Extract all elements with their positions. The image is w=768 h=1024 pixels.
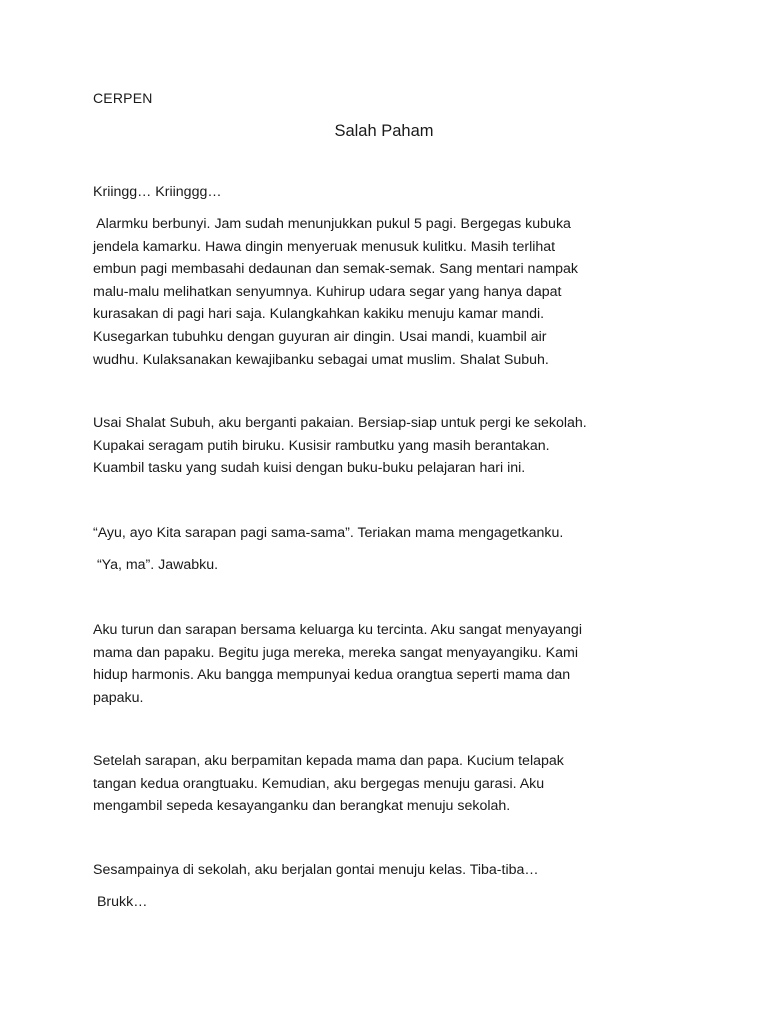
document-label: CERPEN (93, 90, 153, 106)
text-line: Alarmku berbunyi. Jam sudah menunjukkan pukul 5 pagi. Bergegas kubuka (93, 216, 571, 232)
text-line: embun pagi membasahi dedaunan dan semak-semak. Sang mentari nampak (93, 261, 579, 278)
text-line: Kuambil tasku yang sudah kuisi dengan buku-buku pelajaran hari ini. (93, 460, 526, 477)
document-title: Salah Paham (334, 122, 434, 140)
text-line: Aku turun dan sarapan bersama keluarga ku tercinta. Aku sangat menyayangi (93, 622, 582, 638)
text-line: Usai Shalat Subuh, aku berganti pakaian. Bersiap-siap untuk pergi ke sekolah. (93, 415, 587, 431)
paragraph-9 (93, 891, 693, 914)
text-line: Brukk… (93, 894, 148, 910)
text-line: wudhu. Kulaksanakan kewajibanku sebagai umat muslim. Shalat Subuh. (93, 351, 549, 368)
text-line: “Ayu, ayo Kita sarapan pagi sama-sama”. Teriakan mama mengagetkanku. (93, 525, 564, 541)
paragraph-7 (93, 750, 693, 818)
paragraph-5 (93, 554, 693, 577)
paragraph-1 (93, 181, 693, 204)
text-line: jendela kamarku. Hawa dingin menyeruak menusuk kulitku. Masih terlihat (93, 238, 556, 255)
text-line: mengambil sepeda kesayanganku dan berangkat menuju sekolah. (93, 798, 511, 815)
text-line: papaku. (93, 689, 144, 706)
text-line: Kusegarkan tubuhku dengan guyuran air dingin. Usai mandi, kuambil air (93, 328, 547, 345)
paragraph-4 (93, 522, 693, 545)
text-line: hidup harmonis. Aku bangga mempunyai kedua orangtua seperti mama dan (93, 667, 571, 684)
paragraph-3 (93, 412, 693, 480)
text-line: Kupakai seragam putih biruku. Kusisir rambutku yang masih berantakan. (93, 437, 550, 454)
paragraph-8 (93, 859, 693, 882)
paragraph-2 (93, 213, 693, 371)
text-line: “Ya, ma”. Jawabku. (93, 557, 219, 573)
text-line: tangan kedua orangtuaku. Kemudian, aku bergegas menuju garasi. Aku (93, 775, 545, 792)
paragraph-6 (93, 619, 693, 709)
text-line: Sesampainya di sekolah, aku berjalan gontai menuju kelas. Tiba-tiba… (93, 862, 539, 878)
text-line: mama dan papaku. Begitu juga mereka, mereka sangat menyayangiku. Kami (93, 644, 579, 661)
text-line: Kriingg… Kriinggg… (93, 184, 222, 200)
text-line: Setelah sarapan, aku berpamitan kepada mama dan papa. Kucium telapak (93, 753, 564, 769)
text-line: kurasakan di pagi hari saja. Kulangkahkan kakiku menuju kamar mandi. (93, 306, 545, 323)
text-line: malu-malu melihatkan senyumnya. Kuhirup udara segar yang hanya dapat (93, 283, 562, 300)
